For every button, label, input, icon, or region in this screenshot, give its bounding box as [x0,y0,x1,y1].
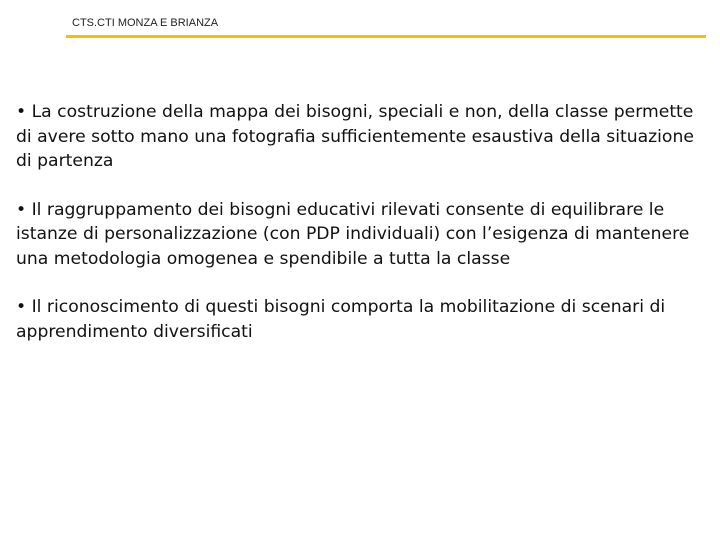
header-divider [66,35,706,38]
bullet-paragraph-2: • Il raggruppamento dei bisogni educativi rilevati consente di equilibrare le istanze di personalizzazione (con PDP individuali) con l’esigenza di mantenere una metodologia omogenea e spendibile a tutta la classe [16,199,690,269]
bullet-paragraph-3: • Il riconoscimento di questi bisogni comporta la mobilitazione di scenari di apprendimento diversificati [16,297,666,342]
bullet-paragraph-1: • La costruzione della mappa dei bisogni, speciali e non, della classe permette di avere sotto mano una fotografia sufficientemente esaustiva della situazione di partenza [16,102,694,171]
slide-body [16,100,706,368]
header-label: CTS.CTI MONZA E BRIANZA [72,17,219,29]
